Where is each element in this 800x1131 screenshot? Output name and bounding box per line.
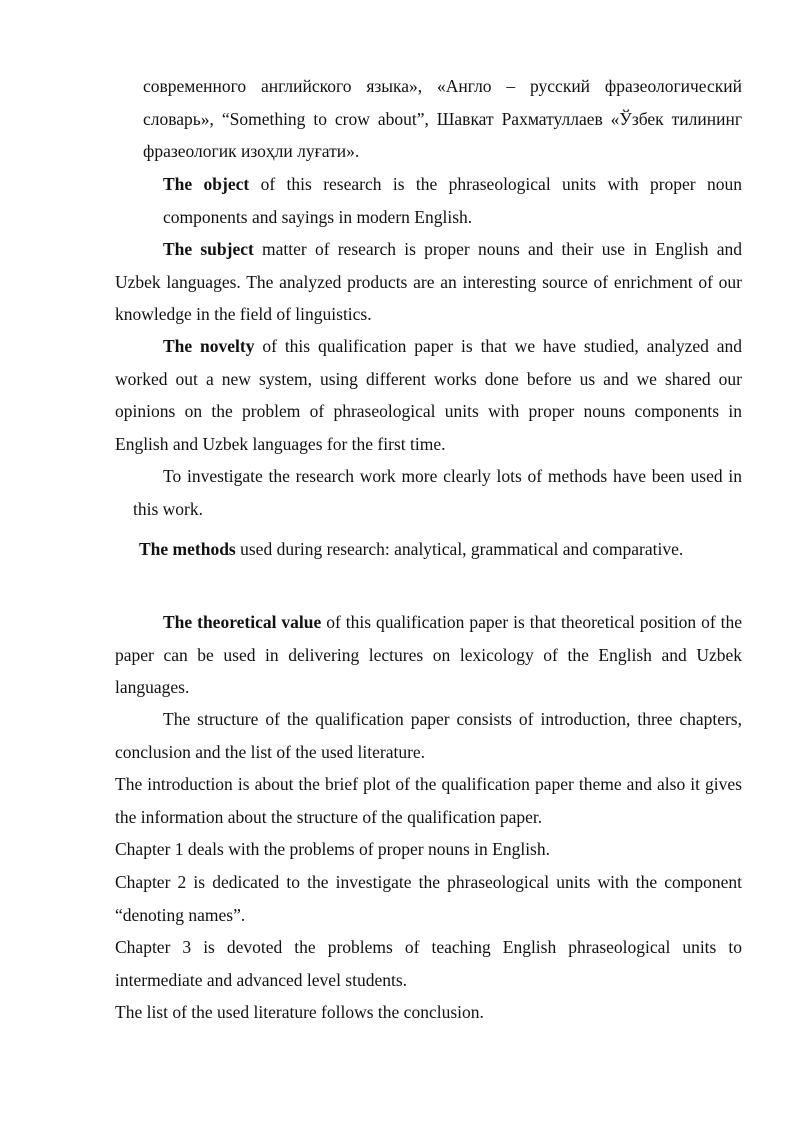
paragraph-chapter-3: Chapter 3 is devoted the problems of teaching English phraseological units to intermediate and advanced level students.	[115, 937, 742, 990]
paragraph-theoretical-value	[115, 606, 742, 704]
paragraph-methods-lead: The methods	[139, 539, 236, 559]
paragraph-investigate: To investigate the research work more clearly lots of methods have been used in this work.	[133, 466, 742, 519]
paragraph-theoretical-lead: The theoretical value	[163, 612, 322, 632]
paragraph-object	[163, 168, 742, 233]
paragraph-structure: The structure of the qualification paper consists of introduction, three chapters, conclusion and the list of the used literature.	[115, 709, 742, 762]
paragraph-methods	[139, 533, 779, 566]
paragraph-subject	[115, 233, 742, 331]
paragraph-sources-continued: современного английского языка», «Англо – русский фразеологический словарь», “Something to crow about”, Шавкат Рахматуллаев «Ўзбек тилининг фразеологик изоҳли луғати».	[143, 76, 742, 161]
paragraph-methods-text: used during research: analytical, grammatical and comparative.	[235, 539, 684, 559]
paragraph-object-text: of this research is the phraseological units with proper noun components and sayings in modern English.	[163, 174, 742, 227]
paragraph-chapter-2: Chapter 2 is dedicated to the investigate the phraseological units with the component “denoting names”.	[115, 872, 742, 925]
paragraph-literature: The list of the used literature follows the conclusion.	[115, 1002, 484, 1022]
paragraph-novelty-text: of this qualification paper is that we have studied, analyzed and worked out a new system, using different works done before us and we shared our opinions on the problem of phraseological units with proper nouns components in English and Uzbek languages for the first time.	[115, 336, 742, 454]
paragraph-chapter-1: Chapter 1 deals with the problems of proper nouns in English.	[115, 839, 550, 859]
paragraph-object-lead: The object	[163, 174, 250, 194]
paragraph-introduction: The introduction is about the brief plot of the qualification paper theme and also it gives the information about the structure of the qualification paper.	[115, 774, 742, 827]
paragraph-theoretical-text: of this qualification paper is that theoretical position of the paper can be used in delivering lectures on lexicology of the English and Uzbek languages.	[115, 612, 743, 697]
paragraph-subject-lead: The subject	[163, 239, 254, 259]
paragraph-subject-text: matter of research is proper nouns and their use in English and Uzbek languages. The analyzed products are an interesting source of enrichment of our knowledge in the field of linguistics.	[115, 239, 743, 324]
paragraph-novelty-lead: The novelty	[163, 336, 255, 356]
paragraph-novelty	[115, 330, 742, 460]
